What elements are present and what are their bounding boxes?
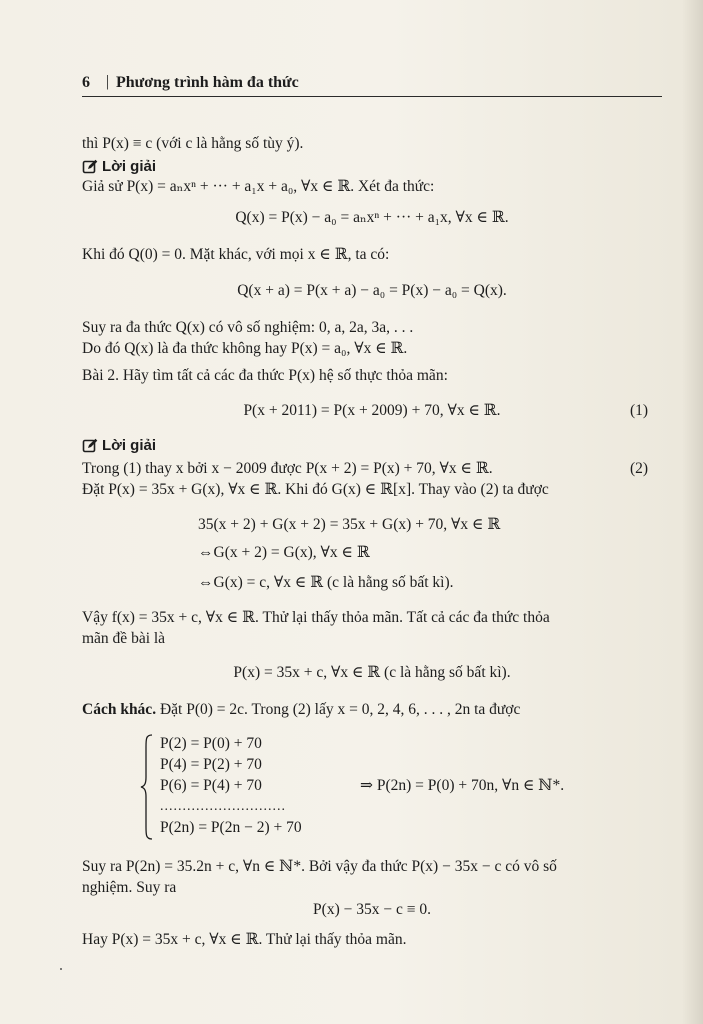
system-equation: P(2n) = P(2n − 2) + 70 — [160, 819, 302, 836]
system-equation: P(4) = P(2) + 70 — [160, 756, 262, 773]
text-line: Đặt P(x) = 35x + G(x), ∀x ∈ ℝ. Khi đó G(x) ∈ ℝ[x]. Thay vào (2) ta được — [82, 481, 549, 498]
text-line: Hay P(x) = 35x + c, ∀x ∈ ℝ. Thử lại thấy thỏa mãn. — [82, 931, 407, 948]
problem-statement: Bài 2. Hãy tìm tất cả các đa thức P(x) hệ số thực thỏa mãn: — [82, 367, 448, 384]
equation: ⇔G(x) = c, ∀x ∈ ℝ (c là hằng số bất kì). — [198, 574, 454, 591]
page-header — [82, 72, 662, 97]
text-line: mãn đề bài là — [82, 630, 166, 647]
text-line: Khi đó Q(0) = 0. Mặt khác, với mọi x ∈ ℝ, ta có: — [82, 246, 390, 263]
text-line: Trong (1) thay x bởi x − 2009 được P(x + 2) = P(x) + 70, ∀x ∈ ℝ. — [82, 460, 493, 477]
text-line: Giả sử P(x) = aₙxⁿ + ··· + a₁x + a₀, ∀x ∈ ℝ. Xét đa thức: — [82, 178, 435, 195]
text-line — [82, 700, 520, 720]
chapter-title: Phương trình hàm đa thức — [116, 74, 299, 91]
equation: Q(x + a) = P(x + a) − a₀ = P(x) − a₀ = Q(x). — [237, 282, 507, 299]
text-line: Vậy f(x) = 35x + c, ∀x ∈ ℝ. Thử lại thấy thỏa mãn. Tất cả các đa thức thỏa — [82, 609, 550, 626]
equation-number: (1) — [630, 402, 649, 419]
header-separator: | — [106, 73, 110, 90]
alternative-label: Cách khác. — [82, 701, 157, 718]
system-result: ⇒ P(2n) = P(0) + 70n, ∀n ∈ ℕ*. — [360, 777, 565, 794]
text-line: nghiệm. Suy ra — [82, 879, 177, 896]
pencil-note-icon — [82, 438, 98, 454]
solution-label: Lời giải — [102, 158, 157, 175]
system-equation: P(6) = P(4) + 70 — [160, 777, 262, 794]
equation: ⇔G(x + 2) = G(x), ∀x ∈ ℝ — [198, 544, 370, 561]
equation: P(x) − 35x − c ≡ 0. — [313, 901, 431, 918]
equation: P(x) = 35x + c, ∀x ∈ ℝ (c là hằng số bất kì). — [233, 664, 511, 681]
solution-heading — [82, 157, 156, 177]
pencil-note-icon — [82, 159, 98, 175]
text-line: thì P(x) ≡ c (với c là hằng số tùy ý). — [82, 135, 304, 152]
equation: Q(x) = P(x) − a₀ = aₙxⁿ + ··· + a₁x, ∀x ∈ ℝ. — [235, 209, 509, 226]
alternative-text: Đặt P(0) = 2c. Trong (2) lấy x = 0, 2, 4, 6, . . . , 2n ta được — [156, 701, 521, 718]
equation-number: (2) — [630, 460, 649, 477]
text-line: Suy ra P(2n) = 35.2n + c, ∀n ∈ ℕ*. Bởi vậy đa thức P(x) − 35x − c có vô số — [82, 858, 557, 875]
system-ellipsis: ............................ — [160, 799, 286, 814]
system-equation: P(2) = P(0) + 70 — [160, 735, 262, 752]
left-brace — [140, 733, 154, 841]
solution-label: Lời giải — [102, 437, 157, 454]
equation: 35(x + 2) + G(x + 2) = 35x + G(x) + 70, ∀x ∈ ℝ — [198, 516, 501, 533]
text-line: Do đó Q(x) là đa thức không hay P(x) = a₀, ∀x ∈ ℝ. — [82, 340, 408, 357]
paper-speck — [60, 968, 62, 970]
equation: P(x + 2011) = P(x + 2009) + 70, ∀x ∈ ℝ. — [243, 402, 501, 419]
text-line: Suy ra đa thức Q(x) có vô số nghiệm: 0, a, 2a, 3a, . . . — [82, 319, 414, 336]
solution-heading — [82, 436, 156, 456]
page-number: 6 — [82, 74, 90, 91]
